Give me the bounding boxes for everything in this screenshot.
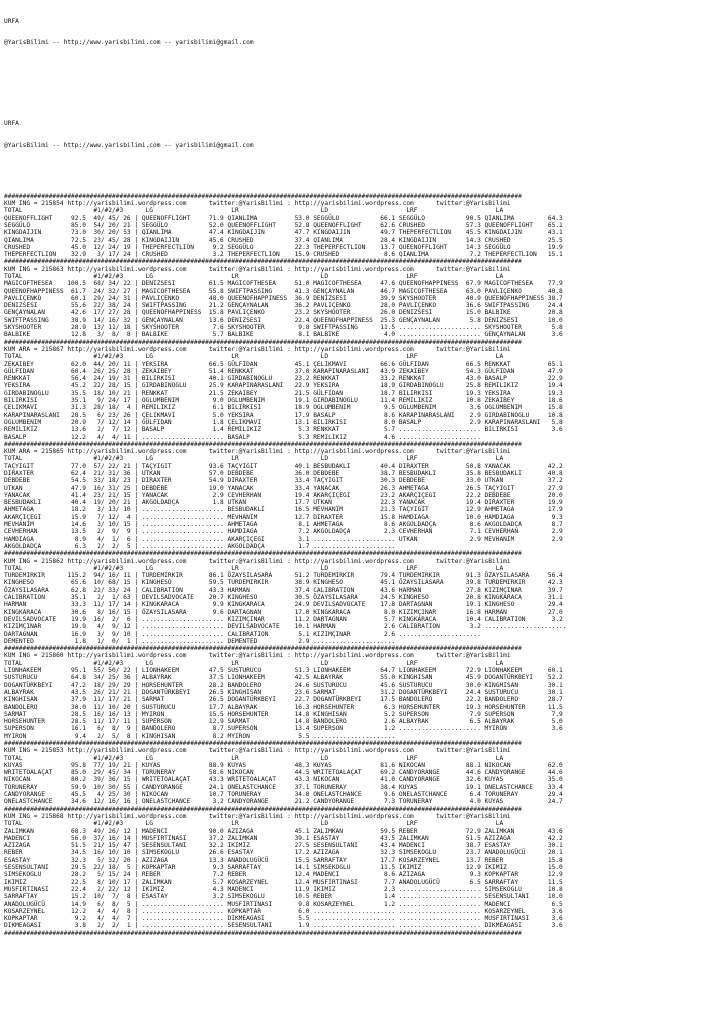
result-row: ÖZAYSILASARA 62.8 22/ 33/ 24 | CALIBRATION 43.3 HARMAN 37.4 CALIBRATION 43.6 HARMAN 27.8 KIZIMÇINAR 39.7	[4, 586, 563, 594]
result-row: THEPERFECTLION 32.9 3/ 17/ 24 | CRUSHED 3.2 THEPERFECTLION 15.9 CRUSHED 8.6 QIANLIMA 7.2 THEPERFECTLION 15.1	[4, 251, 563, 259]
race-sections	[4, 193, 567, 937]
result-row: TORUNERAY 59.9 10/ 30/ 55 | CANDYORANGE 24.1 ONELASTCHANCE 37.1 TORUNERAY 38.4 KUYAS 19.1 ONELASTCHANCE 33.4	[4, 783, 563, 791]
result-row: DEBDEBE 54.5 33/ 18/ 23 | DIRAXTER 54.9 DIRAXTER 33.4 TAÇYIGIT 30.3 DEBDEBE 33.0 UTKAN 37.2	[4, 477, 563, 485]
result-row: BANDOLERO 30.0 11/ 10/ 20 | SUSTURUCU 17.7 ALBAYRAK 16.3 HORSEHUNTER 6.3 HORSEHUNTER 19.3 HORSEHUNTER 11.5	[4, 703, 563, 711]
result-row: SUPERSON 16.1 6/ 8/ 9 | BANDOLERO 8.7 SUPERSON 13.4 SUPERSON 1.2 ...................... MYIRON 3.6	[4, 725, 563, 733]
result-row: SEGGÜLO 85.0 54/ 20/ 21 | SEGGÜLO 52.0 QUEENOFFLIGHT 52.8 QUEENOFFLIGHT 62.6 CRUSHED 57.3 QUEENOFFLIGHT 65.1	[4, 221, 563, 229]
result-row: KINGDAIJIN 73.0 30/ 20/ 53 | QIANLIMA 47.4 KINGDAIJIN 47.7 KINGDAIJIN 49.7 THEPERFECTLION 45.5 KINGDAIJIN 43.1	[4, 229, 563, 237]
section-separator: ###########################################################################################################################################	[4, 258, 522, 266]
result-row: SWIFTPASSING 38.9 14/ 16/ 32 | GENÇAYNALAN 13.6 DENIZSESI 22.4 QUEENOFHAPPINESS 25.3 GENÇAYNALAN 5.8 DENIZSESI 10.0	[4, 316, 563, 324]
result-row: LIONHAKEEM 95.1 55/ 50/ 22 | LIONHAKEEM 47.5 SUSTURUCU 51.3 LIONHAKEEM 64.7 LIONHAKEEM 72.9 LIONHAKEEM 60.1	[4, 667, 563, 675]
section-separator: ###########################################################################################################################################	[4, 192, 522, 200]
result-row: MYIRON 9.4 2/ 5/ 8 | KINGHISAN 8.2 MYIRON 5.5 ......................	[4, 732, 396, 740]
result-row: MADENCI 56.0 37/ 16/ 14 | MUSFIRTINASI 37.2 ZALIMKAN 39.1 ESASTAY 43.5 ZALIMKAN 51.5 AZIZAGA 42.2	[4, 834, 563, 842]
race-section	[4, 740, 567, 806]
result-row: CRUSHED 45.0 12/ 24/ 19 | THEPERFECTLION 9.2 SEGGÜLO 22.3 THEPERFECTLION 13.7 QUEENOFFLIGHT 14.3 SEGGÜLO 19.9	[4, 243, 563, 251]
result-row: CANDYORANGE 45.5 4/ 25/ 30 | NIKOCAN 10.7 TORUNERAY 34.8 ONELASTCHANCE 9.6 ONELASTCHANCE 6.4 TORUNERAY 29.4	[4, 791, 563, 799]
result-row: TAÇYIGIT 77.0 57/ 22/ 21 | TAÇYIGIT 93.6 TAÇYIGIT 40.1 BESBUDAKLI 40.4 DIRAXTER 50.8 YANACAK 42.2	[4, 462, 563, 470]
race-section	[4, 550, 567, 645]
result-row: ALBAYRAK 43.5 26/ 21/ 21 | DOGANTÜRKBEYI 26.5 KINGHISAN 23.6 SARMAT 31.2 DOGANTÜRKBEYI 24.4 SUSTURUCU 30.1	[4, 688, 563, 696]
section-title: KUM ING = 215860 http://yarisbilimi.wordpress.com twitter:@YarisBilimi : http://yarisbilimi.wordpress.com twitter:@YarisBilimi	[4, 652, 511, 660]
section-separator: ###########################################################################################################################################	[4, 550, 522, 558]
result-row: GÜLFIDAN 60.4 26/ 25/ 28 | ZEKAIBEY 51.4 RENKKAT 37.0 KARAPINARASLANI 43.9 ZEKAIBEY 54.3 GÜLFIDAN 47.9	[4, 367, 563, 375]
result-row: KINGHISAN 37.9 11/ 17/ 21 | SARMAT 26.5 DOGANTÜRKBEYI 22.7 DOGANTÜRKBEYI 17.5 BANDOLERO 22.2 BANDOLERO 28.7	[4, 696, 563, 704]
result-row: KINGHESO 65.6 10/ 68/ 15 | KINGHESO 59.5 TURDEMIRKIR 38.9 KINGHESO 45.1 ÖZAYSILASARA 39.8 TURDEMIRKIR 42.3	[4, 579, 563, 587]
section-column-headers: TOTAL #1/#2/#3 LG LR LD LRF LA	[4, 564, 504, 572]
race-section	[4, 806, 567, 930]
spacer	[4, 61, 567, 76]
result-row: UTKAN 47.9 16/ 31/ 25 | DEBDEBE 19.0 YANACAK 33.4 YANACAK 26.3 AHMETAGA 26.5 TAÇYIGIT 27.9	[4, 484, 563, 492]
section-separator: ###########################################################################################################################################	[4, 805, 522, 813]
spacer	[4, 91, 567, 106]
race-section	[4, 193, 567, 259]
section-separator: ###########################################################################################################################################	[4, 929, 522, 937]
section-column-headers: TOTAL #1/#2/#3 LG LR LD LRF LA	[4, 455, 504, 463]
section-separator: ###########################################################################################################################################	[4, 440, 522, 448]
result-row: KOSARZEYNEL 12.2 4/ 4/ 8 | ...................... KOPKAPTAR 6.0 ...................... ...................... KOSARZEYNEL 3.6	[4, 907, 563, 915]
result-row: ESASTAY 32.3 5/ 32/ 20 | AZIZAGA 13.3 ANADOLUGÜCÜ 15.5 SARRAFTAY 17.7 KOSARZEYNEL 13.7 REBER 15.8	[4, 856, 563, 864]
section-column-headers: TOTAL #1/#2/#3 LG LR LD LRF LA	[4, 820, 504, 828]
result-row: TURDEMIRKIR 115.2 94/ 16/ 11 | TURDEMIRKIR 86.1 ÖZAYSILASARA 51.2 TURDEMIRKIR 79.4 TURDEMIRKIR 91.3 ÖZAYSILASARA 56.4	[4, 572, 563, 580]
result-row: HAMDIAGA 8.9 4/ 1/ 6 | ...................... AKARÇIÇEGI 3.1 ...................... UTKAN 2.9 MEVHANIM 2.9	[4, 535, 563, 543]
header-title-repeat: URFA	[4, 119, 19, 127]
section-title: KUM ARA = 215867 http://yarisbilimi.wordpress.com twitter:@YarisBilimi : http://yarisbilimi.wordpress.com twitter:@YarisBilimi	[4, 345, 511, 353]
result-row: MEVHANIM 14.6 3/ 10/ 15 | ...................... AHMETAGA 8.1 AHMETAGA 8.6 AKGOLDADÇA 8.6 AKGOLDADÇA 8.7	[4, 521, 563, 529]
race-section	[4, 441, 567, 550]
section-separator: ###########################################################################################################################################	[4, 338, 522, 346]
result-row: SIMSEKOGLU 28.2 5/ 15/ 24 | REBER 7.2 REBER 12.4 MADENCI 8.6 AZIZAGA 9.3 KOPKAPTAR 12.9	[4, 871, 563, 879]
result-row: SUSTURUCU 64.8 34/ 25/ 36 | ALBAYRAK 37.5 LIONHAKEEM 42.5 ALBAYRAK 55.0 KINGHISAN 45.9 DOGANTÜRKBEYI 52.2	[4, 674, 563, 682]
result-row: DENIZSESI 55.6 22/ 38/ 24 | SWIFTPASSING 21.2 GENÇAYNALAN 36.2 PAVLIÇENKO 28.0 PAVLIÇENKO 36.6 SWIFTPASSING 24.4	[4, 302, 563, 310]
result-row: QUEENOFHAPPINESS 61.7 24/ 32/ 27 | MAGICOFTHESEA 55.8 SWIFTPASSING 41.3 GENÇAYNALAN 46.7 MAGICOFTHESEA 63.0 PAVLIÇENKO 40.8	[4, 287, 563, 295]
result-row: BILIRKISI 35.1 9/ 24/ 17 | OGLUMBENIM 9.0 OGLUMBENIM 19.1 GIRDABINOGLU 11.4 REMILIKIZ 10.8 ZEKAIBEY 18.6	[4, 397, 563, 405]
result-row: NIKOCAN 80.2 39/ 36/ 15 | WRITETOALAÇAT 43.3 WRITETOALAÇAT 43.3 NIKOCAN 41.0 CANDYORANGE 32.6 KUYAS 35.0	[4, 776, 563, 784]
result-row: ZEKAIBEY 62.0 44/ 20/ 11 | YEKSIRA 66.5 GÜLFIDAN 45.1 ÇELIKMAVI 66.6 GÜLFIDAN 66.5 RENKKAT 65.1	[4, 360, 563, 368]
result-row: YANACAK 41.4 23/ 21/ 15 | YANACAK 2.9 CEVHERHAN 19.4 AKARÇIÇEGI 23.2 AKARÇIÇEGI 22.2 DEBDEBE 20.0	[4, 491, 563, 499]
section-separator: ###########################################################################################################################################	[4, 645, 522, 653]
section-title: KUM ING = 215862 http://yarisbilimi.wordpress.com twitter:@YarisBilimi : http://yarisbilimi.wordpress.com twitter:@YarisBilimi	[4, 557, 511, 565]
section-column-headers: TOTAL #1/#2/#3 LG LR LD LRF LA	[4, 272, 504, 280]
result-row: CALIBRATION 35.1 2/ 1/ 63 | DEVILSADVOCATE 20.7 KINGHESO 30.5 ÖZAYSILASARA 24.5 KINGHESO 20.8 KINGKARACA 31.1	[4, 594, 563, 602]
result-row: KOPKAPTAR 9.2 4/ 4/ 7 | ...................... DIKMEAGASI 5.5 ...................... ...................... MUSFIRTINASI 3.6	[4, 915, 563, 923]
result-row: KUYAS 95.8 77/ 19/ 21 | KUYAS 88.9 KUYAS 48.3 KUYAS 81.6 NIKOCAN 88.1 NIKOCAN 62.0	[4, 761, 563, 769]
header-contact: @YarisBilimi -- http://www.yarisbilimi.com -- yarisbilimi@gmail.com	[4, 39, 254, 47]
result-row: ONELASTCHANCE 34.6 12/ 16/ 16 | ONELASTCHANCE 3.2 CANDYORANGE 21.2 CANDYORANGE 7.3 TORUNERAY 4.0 KUYAS 24.7	[4, 798, 563, 806]
result-row: SKYSHOOTER 28.9 13/ 11/ 18 | SKYSHOOTER 7.6 SKYSHOOTER 9.8 SWIFTPASSING 11.5 ...................... SKYSHOOTER 5.8	[4, 324, 563, 332]
section-column-headers: TOTAL #1/#2/#3 LG LR LD LRF LA	[4, 659, 504, 667]
result-row: MAGICOFTHESEA 100.5 68/ 34/ 22 | DENIZSESI 61.5 MAGICOFTHESEA 51.0 MAGICOFTHESEA 47.6 QUEENOFHAPPINESS 67.9 MAGICOFTHESEA 77.9	[4, 280, 563, 288]
results-document	[4, 3, 567, 944]
result-row: DEVILSADVOCATE 19.9 16/ 2/ 6 | ...................... KIZIMÇINAR 11.2 DARTAGNAN 5.7 KINGKARACA 10.4 CALIBRATION 3.2	[4, 615, 563, 623]
race-section	[4, 339, 567, 441]
section-column-headers: TOTAL #1/#2/#3 LG LR LD LRF LA	[4, 754, 504, 762]
result-row: KARAPINARASLANI 28.5 6/ 23/ 26 | ÇELIKMAVI 5.0 YEKSIRA 17.9 BASALP 8.6 KARAPINARASLANI 2.9 GIRDABINOGLU 10.8	[4, 411, 563, 419]
result-row: HARMAN 33.3 11/ 17/ 14 | KINGKARACA 9.9 KINGKARACA 24.9 DEVILSADVOCATE 17.8 DARTAGNAN 19.1 KINGHESO 29.4	[4, 601, 563, 609]
result-row: QUEENOFFLIGHT 92.5 49/ 45/ 26 | QUEENOFFLIGHT 71.9 QIANLIMA 53.0 SEGGÜLO 66.1 SEGGÜLO 90.5 QIANLIMA 64.3	[4, 214, 563, 222]
result-row: RENKKAT 56.4 24/ 19/ 31 | BILIRKISI 40.1 GIRDABINOGLU 23.2 RENKKAT 33.2 RENKKAT 43.0 BASALP 22.9	[4, 375, 563, 383]
result-row: HORSEHUNTER 28.5 11/ 17/ 11 | SUPERSON 12.9 SARMAT 14.8 BANDOLERO 2.6 ALBAYRAK 6.5 ALBAYRAK 5.0	[4, 718, 563, 726]
result-row: DEMENTED 1.8 1/ 0/ 1 | ...................... DEMENTED 2.9 ......................	[4, 637, 396, 645]
result-row: GENÇAYNALAN 42.6 17/ 27/ 28 | QUEENOFHAPPINESS 15.8 PAVLIÇENKO 23.2 SKYSHOOTER 26.0 DENIZSESI 15.0 BALBIKE 20.8	[4, 309, 563, 317]
section-title: KUM ING = 215854 http://yarisbilimi.wordpress.com twitter:@YarisBilimi : http://yarisbilimi.wordpress.com twitter:@YarisBilimi	[4, 200, 511, 208]
result-row: DOGANTÜRKBEYI 47.2 18/ 29/ 29 | HORSEHUNTER 28.2 BANDOLERO 24.6 SUSTURUCU 45.6 SUSTURUCU 30.0 KINGHISAN 30.1	[4, 681, 563, 689]
result-row: KIZIMÇINAR 19.9 4/ 9/ 12 | ...................... DEVILSADVOCATE 10.1 HARMAN 2.6 CALIBRATION 3.2 ......................	[4, 623, 567, 631]
section-column-headers: TOTAL #1/#2/#3 LG LR LD LRF LA	[4, 207, 504, 215]
race-section	[4, 258, 567, 338]
section-title: KUM ING = 215868 http://yarisbilimi.wordpress.com twitter:@YarisBilimi : http://yarisbilimi.wordpress.com twitter:@YarisBilimi	[4, 812, 511, 820]
result-row: CEVHERHAN 13.5 2/ 9/ 9 | ...................... HAMDIAGA 7.2 AKGOLDADÇA 2.3 CEVHERHAN 7.1 CEVHERHAN 2.9	[4, 528, 563, 536]
race-section	[4, 645, 567, 740]
section-title: KUM ARA = 215865 http://yarisbilimi.wordpress.com twitter:@YarisBilimi : http://yarisbilimi.wordpress.com twitter:@YarisBilimi	[4, 448, 511, 456]
section-title: KUM ING = 215853 http://yarisbilimi.wordpress.com twitter:@YarisBilimi : http://yarisbilimi.wordpress.com twitter:@YarisBilimi	[4, 747, 511, 755]
header-contact-repeat: @YarisBilimi -- http://www.yarisbilimi.com -- yarisbilimi@gmail.com	[4, 141, 254, 149]
result-row: QIANLIMA 72.5 23/ 45/ 28 | KINGDAIJIN 45.6 CRUSHED 37.4 QIANLIMA 28.4 KINGDAIJIN 14.3 CRUSHED 25.5	[4, 236, 563, 244]
result-row: AKGOLDADÇA 6.3 2/ 2/ 5 | ...................... AKGOLDADÇA 1.7 ......................	[4, 542, 396, 550]
result-row: ZALIMKAN 68.3 49/ 26/ 12 | MADENCI 90.0 AZIZAGA 45.1 ZALIMKAN 59.5 REBER 72.9 ZALIMKAN 43.6	[4, 827, 563, 835]
result-row: OGLUMBENIM 20.9 7/ 12/ 14 | GÜLFIDAN 1.8 ÇELIKMAVI 13.1 BILIRKISI 8.0 BASALP 2.9 KARAPINARASLANI 5.8	[4, 418, 563, 426]
header-title: URFA	[4, 17, 19, 25]
result-row: AHMETAGA 18.2 3/ 13/ 10 | ...................... BESBUDAKLI 16.5 MEVHANIM 21.3 TAÇYIGIT 12.9 AHMETAGA 17.9	[4, 506, 563, 514]
result-row: ÇELIKMAVI 31.3 28/ 18/ 4 | REMILIKIZ 6.1 BILIRKISI 18.9 OGLUMBENIM 9.5 OGLUMBENIM 3.6 OGLUMBENIM 15.8	[4, 404, 563, 412]
result-row: DIKMEAGASI 3.8 2/ 2/ 1 | ...................... SESENSULTANI 1.9 ...................... ...................... DIKMEAGASI 3.6	[4, 922, 563, 930]
result-row: YEKSIRA 45.2 22/ 28/ 15 | GIRDABINOGLU 25.9 KARAPINARASLANI 22.9 YEKSIRA 18.9 GIRDABINOGLU 25.8 REMILIKIZ 19.4	[4, 382, 563, 390]
result-row: SESENSULTANI 29.5 22/ 18/ 5 | KOPKAPTAR 9.3 SARRAFTAY 14.1 SIMSEKOGLU 11.5 IKIMIZ 12.9 IKIMIZ 15.0	[4, 864, 563, 872]
result-row: BASALP 12.2 4/ 4/ 11 | ...................... BASALP 5.3 REMILIKIZ 4.6 ......................	[4, 433, 481, 441]
section-column-headers: TOTAL #1/#2/#3 LG LR LD LRF LA	[4, 353, 504, 361]
result-row: ANADOLUGÜCÜ 14.9 6/ 8/ 5 | ...................... MUSFIRTINASI 9.8 KOSARZEYNEL 1.2 ...................... MADENCI 6.5	[4, 900, 563, 908]
section-separator: ###########################################################################################################################################	[4, 739, 522, 747]
result-row: GIRDABINOGLU 35.5 18/ 10/ 21 | RENKKAT 21.5 ZEKAIBEY 21.5 GÜLFIDAN 18.7 BILIRKISI 19.3 YEKSIRA 19.3	[4, 389, 563, 397]
result-row: IKIMIZ 22.5 8/ 10/ 17 | ZALIMKAN 5.7 KOSARZEYNEL 12.4 MUSFIRTINASI 7.7 ANADOLUGÜCÜ 6.5 SARRAFTAY 11.5	[4, 878, 563, 886]
spacer	[4, 164, 567, 179]
result-row: PAVLIÇENKO 60.1 29/ 24/ 31 | PAVLIÇENKO 48.0 QUEENOFHAPPINESS 36.9 DENIZSESI 39.9 SKYSHOOTER 40.9 QUEENOFHAPPINESS 38.7	[4, 294, 563, 302]
result-row: AKARÇIÇEGI 15.9 7/ 12/ 4 | ...................... MEVHANIM 12.7 DIRAXTER 15.8 HAMDIAGA 10.0 HAMDIAGA 9.3	[4, 513, 563, 521]
result-row: WRITETOALAÇAT 85.0 29/ 45/ 34 | TORUNERAY 58.6 NIKOCAN 44.5 WRITETOALAÇAT 69.2 CANDYORANGE 44.6 CANDYORANGE 44.6	[4, 769, 563, 777]
result-row: BALBIKE 12.8 3/ 8/ 8 | BALBIKE 5.7 BALBIKE 8.1 BALBIKE 4.0 ...................... GENÇAYNALAN 3.6	[4, 331, 563, 339]
result-row: SARRAFTAY 15.2 10/ 7/ 8 | ESASTAY 3.2 SIMSEKOGLU 10.5 REBER 1.4 ...................... SESENSULTANI 10.0	[4, 893, 563, 901]
result-row: SARMAT 28.5 16/ 16/ 13 | MYIRON 15.5 HORSEHUNTER 14.8 KINGHISAN 5.2 SUPERSON 7.9 SUPERSON 7.9	[4, 710, 563, 718]
result-row: AZIZAGA 51.5 21/ 15/ 47 | SESENSULTANI 32.2 IKIMIZ 27.5 SESENSULTANI 43.4 MADENCI 38.7 ESASTAY 30.1	[4, 842, 563, 850]
section-title: KUM ING = 215863 http://yarisbilimi.wordpress.com twitter:@YarisBilimi : http://yarisbilimi.wordpress.com twitter:@YarisBilimi	[4, 265, 511, 273]
result-row: MUSFIRTINASI 22.4 2/ 22/ 12 | IKIMIZ 4.3 MADENCI 11.9 IKIMIZ 2.3 ...................... SIMSEKOGLU 10.8	[4, 885, 563, 893]
result-row: REBER 34.5 16/ 10/ 10 | SIMSEKOGLU 26.6 ESASTAY 17.2 AZIZAGA 32.3 SIMSEKOGLU 23.7 ANADOLUGÜCÜ 20.1	[4, 849, 563, 857]
result-row: DARTAGNAN 16.9 3/ 9/ 10 | ...................... CALIBRATION 5.1 KIZIMÇINAR 2.6 ......................	[4, 630, 481, 638]
result-row: DIRAXTER 62.4 21/ 31/ 36 | UTKAN 57.0 DEBDEBE 36.0 DEBDEBE 38.7 BESBUDAKLI 35.8 BESBUDAKLI 40.8	[4, 470, 563, 477]
result-row: REMILIKIZ 13.6 2/ 7/ 12 | BASALP 1.4 REMILIKIZ 5.3 RENKKAT 5.7 ...................... BILIRKISI 3.6	[4, 426, 563, 434]
result-row: BESBUDAKLI 40.4 19/ 20/ 21 | AKGOLDADÇA 1.8 UTKAN 17.7 UTKAN 22.3 YANACAK 19.4 DIRAXTER 19.9	[4, 499, 563, 507]
result-row: KINGKARACA 30.6 8/ 16/ 15 | ÖZAYSILASARA 9.6 DARTAGNAN 17.0 KINGKARACA 8.0 KIZIMÇINAR 16.8 HARMAN 27.0	[4, 608, 563, 616]
